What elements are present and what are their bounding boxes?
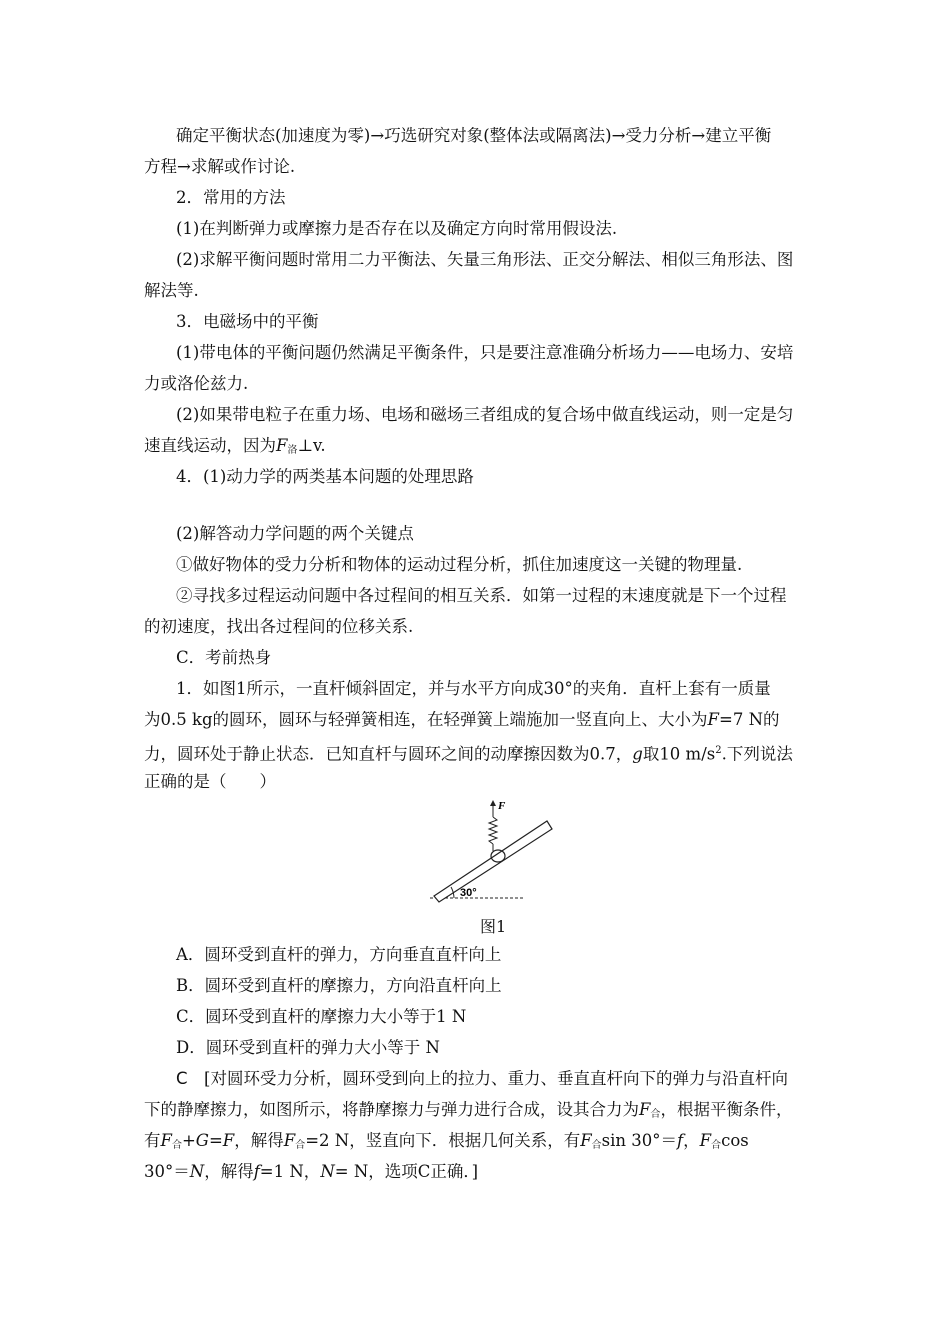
force-arrow-head [490, 800, 496, 806]
answer-letter: C [176, 1069, 188, 1088]
section-heading: C．考前热身 [176, 648, 272, 667]
text-line: (2)解答动力学问题的两个关键点 [176, 524, 414, 543]
question-text: 1．如图1所示，一直杆倾斜固定，并与水平方向成30°的夹角．直杆上套有一质量 [176, 679, 771, 698]
text-line: 确定平衡状态(加速度为零)→巧选研究对象(整体法或隔离法)→受力分析→建立平衡 [176, 126, 772, 145]
option-b: B．圆环受到直杆的摩擦力，方向沿直杆向上 [176, 976, 502, 995]
text-line: ①做好物体的受力分析和物体的运动过程分析，抓住加速度这一关键的物理量. [176, 555, 743, 574]
text-line: (1)在判断弹力或摩擦力是否存在以及确定方向时常用假设法. [176, 219, 618, 238]
section-heading: 2．常用的方法 [176, 188, 286, 207]
option-a: A．圆环受到直杆的弹力，方向垂直直杆向上 [176, 945, 502, 964]
answer-line: 下的静摩擦力，如图所示，将静摩擦力与弹力进行合成，设其合力为$F_合$，根据平衡条件， [144, 1100, 793, 1120]
answer-line: 30°＝N，解得f=1 N，N= N，选项C正确．] [144, 1162, 479, 1181]
figure-caption: 图1 [480, 917, 507, 936]
text-line: 方程→求解或作讨论. [144, 157, 296, 176]
text-line: 力或洛伦兹力. [144, 374, 249, 393]
section-heading: 4．(1)动力学的两类基本问题的处理思路 [176, 467, 474, 486]
inclined-rod-figure [420, 798, 570, 906]
spring [489, 817, 497, 844]
text-line: ②寻找多过程运动问题中各过程间的相互关系．如第一过程的末速度就是下一个过程 [176, 586, 787, 605]
text-line: (1)带电体的平衡问题仍然满足平衡条件，只是要注意准确分析场力——电场力、安培 [176, 343, 794, 362]
question-text: 力，圆环处于静止状态．已知直杆与圆环之间的动摩擦因数为0.7，g取10 $m/s^2$.下列说法 [144, 744, 793, 764]
answer-line: C [对圆环受力分析，圆环受到向上的拉力、重力、垂直直杆向下的弹力与沿直杆向 [176, 1069, 788, 1088]
text-line: (2)如果带电粒子在重力场、电场和磁场三者组成的复合场中做直线运动，则一定是匀 [176, 405, 794, 424]
text-line: 的初速度，找出各过程间的位移关系. [144, 617, 414, 636]
question-text: 为0.5 kg的圆环，圆环与轻弹簧相连，在轻弹簧上端施加一竖直向上、大小为F=7 N的 [144, 710, 780, 729]
section-heading: 3．电磁场中的平衡 [176, 312, 319, 331]
text-line: 解法等. [144, 281, 199, 300]
question-text: 正确的是（ ） [144, 772, 276, 791]
option-d: D．圆环受到直杆的弹力大小等于 N [176, 1038, 440, 1057]
text-line: (2)求解平衡问题时常用二力平衡法、矢量三角形法、正交分解法、相似三角形法、图 [176, 250, 794, 269]
text-line: 速直线运动，因为$F_洛\perp v$. [144, 436, 326, 456]
option-c: C．圆环受到直杆的摩擦力大小等于1 N [176, 1007, 467, 1026]
angle-label: 30° [460, 887, 477, 899]
answer-line: 有$F_合+G=F$，解得$F_合=2$ N，竖直向下．根据几何关系，有$F_合\sin$ 30°＝f，$F_合\cos$ [144, 1131, 749, 1151]
force-label: F [498, 800, 506, 812]
